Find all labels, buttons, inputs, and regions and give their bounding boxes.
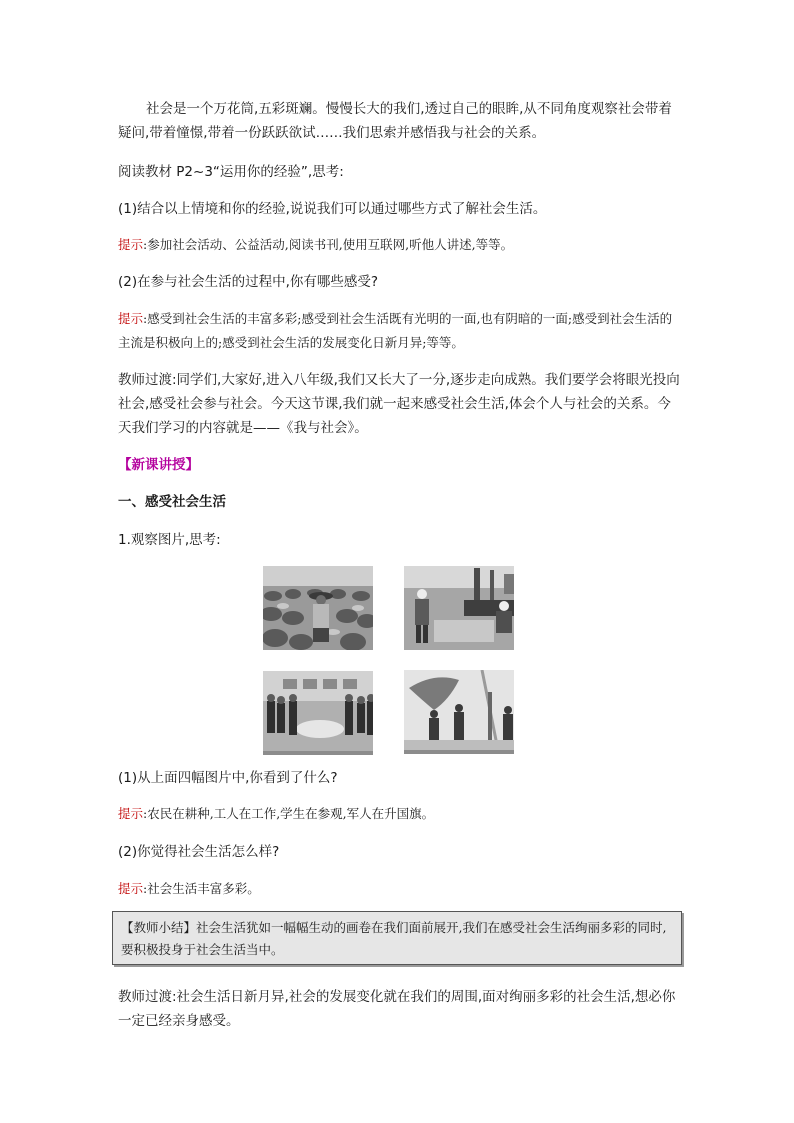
hint-label: 提示 [118,237,144,252]
answer-3-text: :农民在耕种,工人在工作,学生在参观,军人在升国旗。 [143,806,435,821]
new-lesson-heading: 【新课讲授】 [118,457,199,473]
section-heading: 一、感受社会生活 [118,494,226,510]
summary-label: 【教师小结】 [121,920,197,935]
summary-text: 社会生活犹如一幅幅生动的画卷在我们面前展开,我们在感受社会生活绚丽多彩的同时,要积极投身于社会生活当中。 [121,920,667,957]
hint-label: 提示 [118,806,144,821]
question-1: (1)结合以上情境和你的经验,说说我们可以通过哪些方式了解社会生活。 [118,201,547,217]
question-3: (1)从上面四幅图片中,你看到了什么? [118,770,338,786]
answer-1-text: :参加社会活动、公益活动,阅读书刊,使用互联网,听他人讲述,等等。 [143,237,514,252]
photo-flag-raising [404,670,514,754]
reading-instruction: 阅读教材 P2~3“运用你的经验”,思考: [118,164,344,180]
teacher-transition-1: 教师过渡:同学们,大家好,进入八年级,我们又长大了一分,逐步走向成熟。我们要学会将眼光投向社会,感受社会参与社会。今天这节课,我们就一起来感受社会生活,体会个人与社会的关系。今天我们学习的内容就是——《我与社会》。 [118,372,680,436]
answer-2-text: :感受到社会生活的丰富多彩;感受到社会生活既有光明的一面,也有阴暗的一面;感受到社会生活的主流是积极向上的;感受到社会生活的发展变化日新月异;等等。 [118,311,673,350]
hint-label: 提示 [118,881,144,896]
teacher-summary-box [112,911,682,965]
teacher-summary [121,917,677,961]
answer-1 [118,233,684,257]
hint-label: 提示 [118,311,144,326]
answer-4 [118,877,684,901]
teacher-transition-2: 教师过渡:社会生活日新月异,社会的发展变化就在我们的周围,面对绚丽多彩的社会生活,想必你一定已经亲身感受。 [118,989,676,1029]
intro-paragraph: 社会是一个万花筒,五彩斑斓。慢慢长大的我们,透过自己的眼眸,从不同角度观察社会带着疑问,带着憧憬,带着一份跃跃欲试……我们思索并感悟我与社会的关系。 [118,101,672,141]
answer-2 [118,307,684,355]
answer-3 [118,802,684,826]
photo-workers [404,566,514,650]
photo-farmer [263,566,373,650]
answer-4-text: :社会生活丰富多彩。 [143,881,260,896]
question-2: (2)在参与社会生活的过程中,你有哪些感受? [118,274,379,290]
observe-instruction: 1.观察图片,思考: [118,532,221,548]
photo-students [263,671,373,755]
question-4: (2)你觉得社会生活怎么样? [118,844,280,860]
